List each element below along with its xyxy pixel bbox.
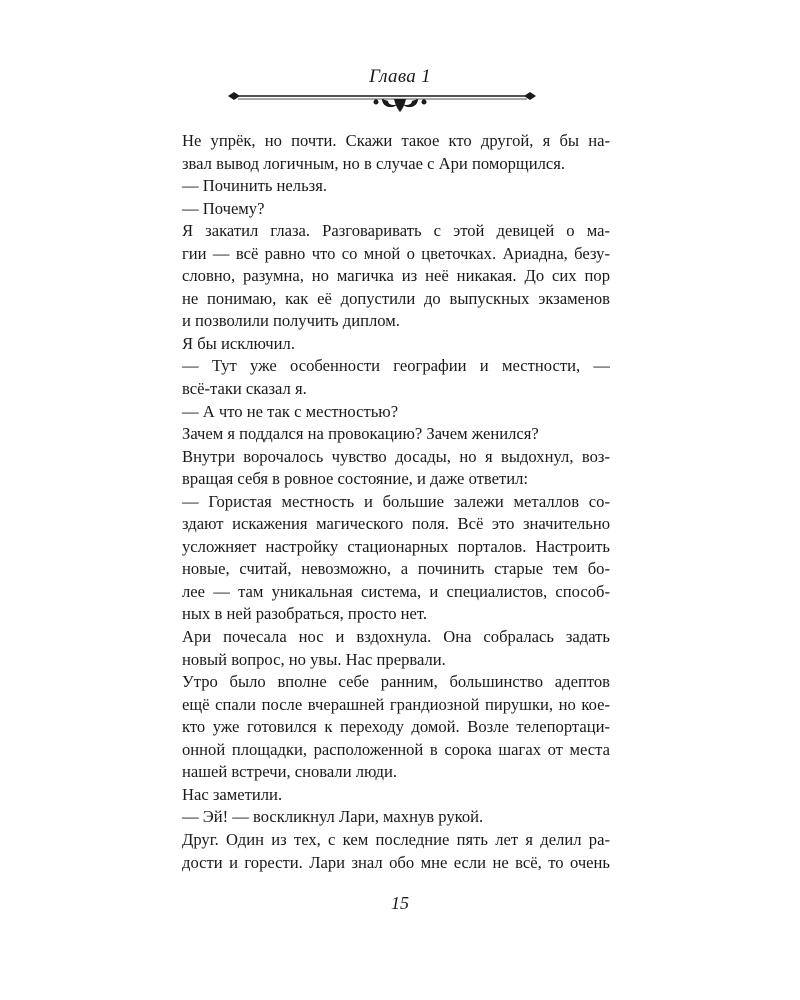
text-line: усложняет настройку стационарных порталов. Настроить — [182, 536, 610, 556]
paragraph — [180, 401, 610, 424]
text-line: Не упрёк, но почти. Скажи такое кто другой, я бы на- — [182, 131, 610, 150]
text-line: Нас заметили. — [182, 784, 283, 804]
paragraph — [180, 829, 610, 874]
body-text — [180, 130, 610, 874]
text-line: здают искажения магического поля. Всё это значительно — [182, 514, 610, 534]
text-line: — Починить нельзя. — [182, 176, 327, 196]
text-line: кто уже готовился к переходу домой. Возле телепортаци- — [182, 717, 610, 737]
text-line: Утро было вполне себе ранним, большинство адептов — [182, 672, 610, 692]
text-line: Я бы исключил. — [182, 333, 295, 353]
paragraph — [180, 175, 610, 198]
paragraph — [180, 355, 610, 400]
text-line: — Тут уже особенности географии и местности, — — [182, 356, 610, 376]
paragraph — [180, 671, 610, 784]
paragraph — [180, 446, 610, 491]
text-line: Я закатил глаза. Разговаривать с этой девицей о ма- — [182, 221, 610, 241]
paragraph — [180, 333, 610, 356]
text-line: вращая себя в ровное состояние, и даже ответил: — [182, 469, 529, 489]
paragraph — [180, 626, 610, 671]
text-line: нашей встречи, сновали люди. — [182, 762, 398, 782]
text-line: — Гористая местность и большие залежи металлов со- — [182, 491, 610, 511]
text-line: словно, разумна, но магичка из неё никакая. До сих пор — [182, 266, 610, 286]
paragraph — [180, 784, 610, 807]
paragraph — [180, 806, 610, 829]
text-line: — Почему? — [182, 198, 265, 218]
text-line: онной площадки, расположенной в сорока шагах от места — [182, 739, 610, 759]
paragraph — [180, 198, 610, 221]
text-line: звал вывод логичным, но в случае с Ари поморщился. — [182, 153, 566, 173]
text-line: гии — всё равно что со мной о цветочках. Ариадна, безу- — [182, 243, 610, 263]
paragraph — [180, 220, 610, 333]
text-line: и позволили получить диплом. — [182, 311, 400, 331]
page-number: 15 — [391, 893, 409, 913]
text-line: новые, считай, невозможно, а починить старые тем бо- — [182, 559, 610, 579]
text-line: Друг. Один из тех, с кем последние пять лет я делил ра- — [182, 829, 610, 849]
text-line: Внутри ворочалось чувство досады, но я выдохнул, воз- — [182, 446, 610, 466]
text-line: Зачем я поддался на провокацию? Зачем женился? — [182, 424, 539, 444]
text-line: — Эй! — воскликнул Лари, махнув рукой. — [182, 807, 484, 827]
text-line: лее — там уникальная система, и специалистов, способ- — [182, 581, 610, 601]
text-line: ных в ней разобраться, просто нет. — [182, 604, 428, 624]
paragraph — [180, 423, 610, 446]
text-line: новый вопрос, но увы. Нас прервали. — [182, 649, 446, 669]
text-line: Ари почесала нос и вздохнула. Она собралась задать — [182, 627, 610, 647]
text-line: не понимаю, как её допустили до выпускных экзаменов — [182, 288, 610, 308]
text-line: ещё спали после вчерашней грандиозной пирушки, но кое- — [182, 694, 610, 714]
decorative-divider-icon — [0, 80, 800, 116]
chapter-title: Глава 1 — [369, 66, 431, 87]
text-line: всё-таки сказал я. — [182, 379, 307, 399]
text-line: — А что не так с местностью? — [182, 401, 399, 421]
paragraph — [180, 130, 610, 175]
paragraph — [180, 491, 610, 626]
text-line: дости и горести. Лари знал обо мне если не всё, то очень — [182, 852, 610, 872]
